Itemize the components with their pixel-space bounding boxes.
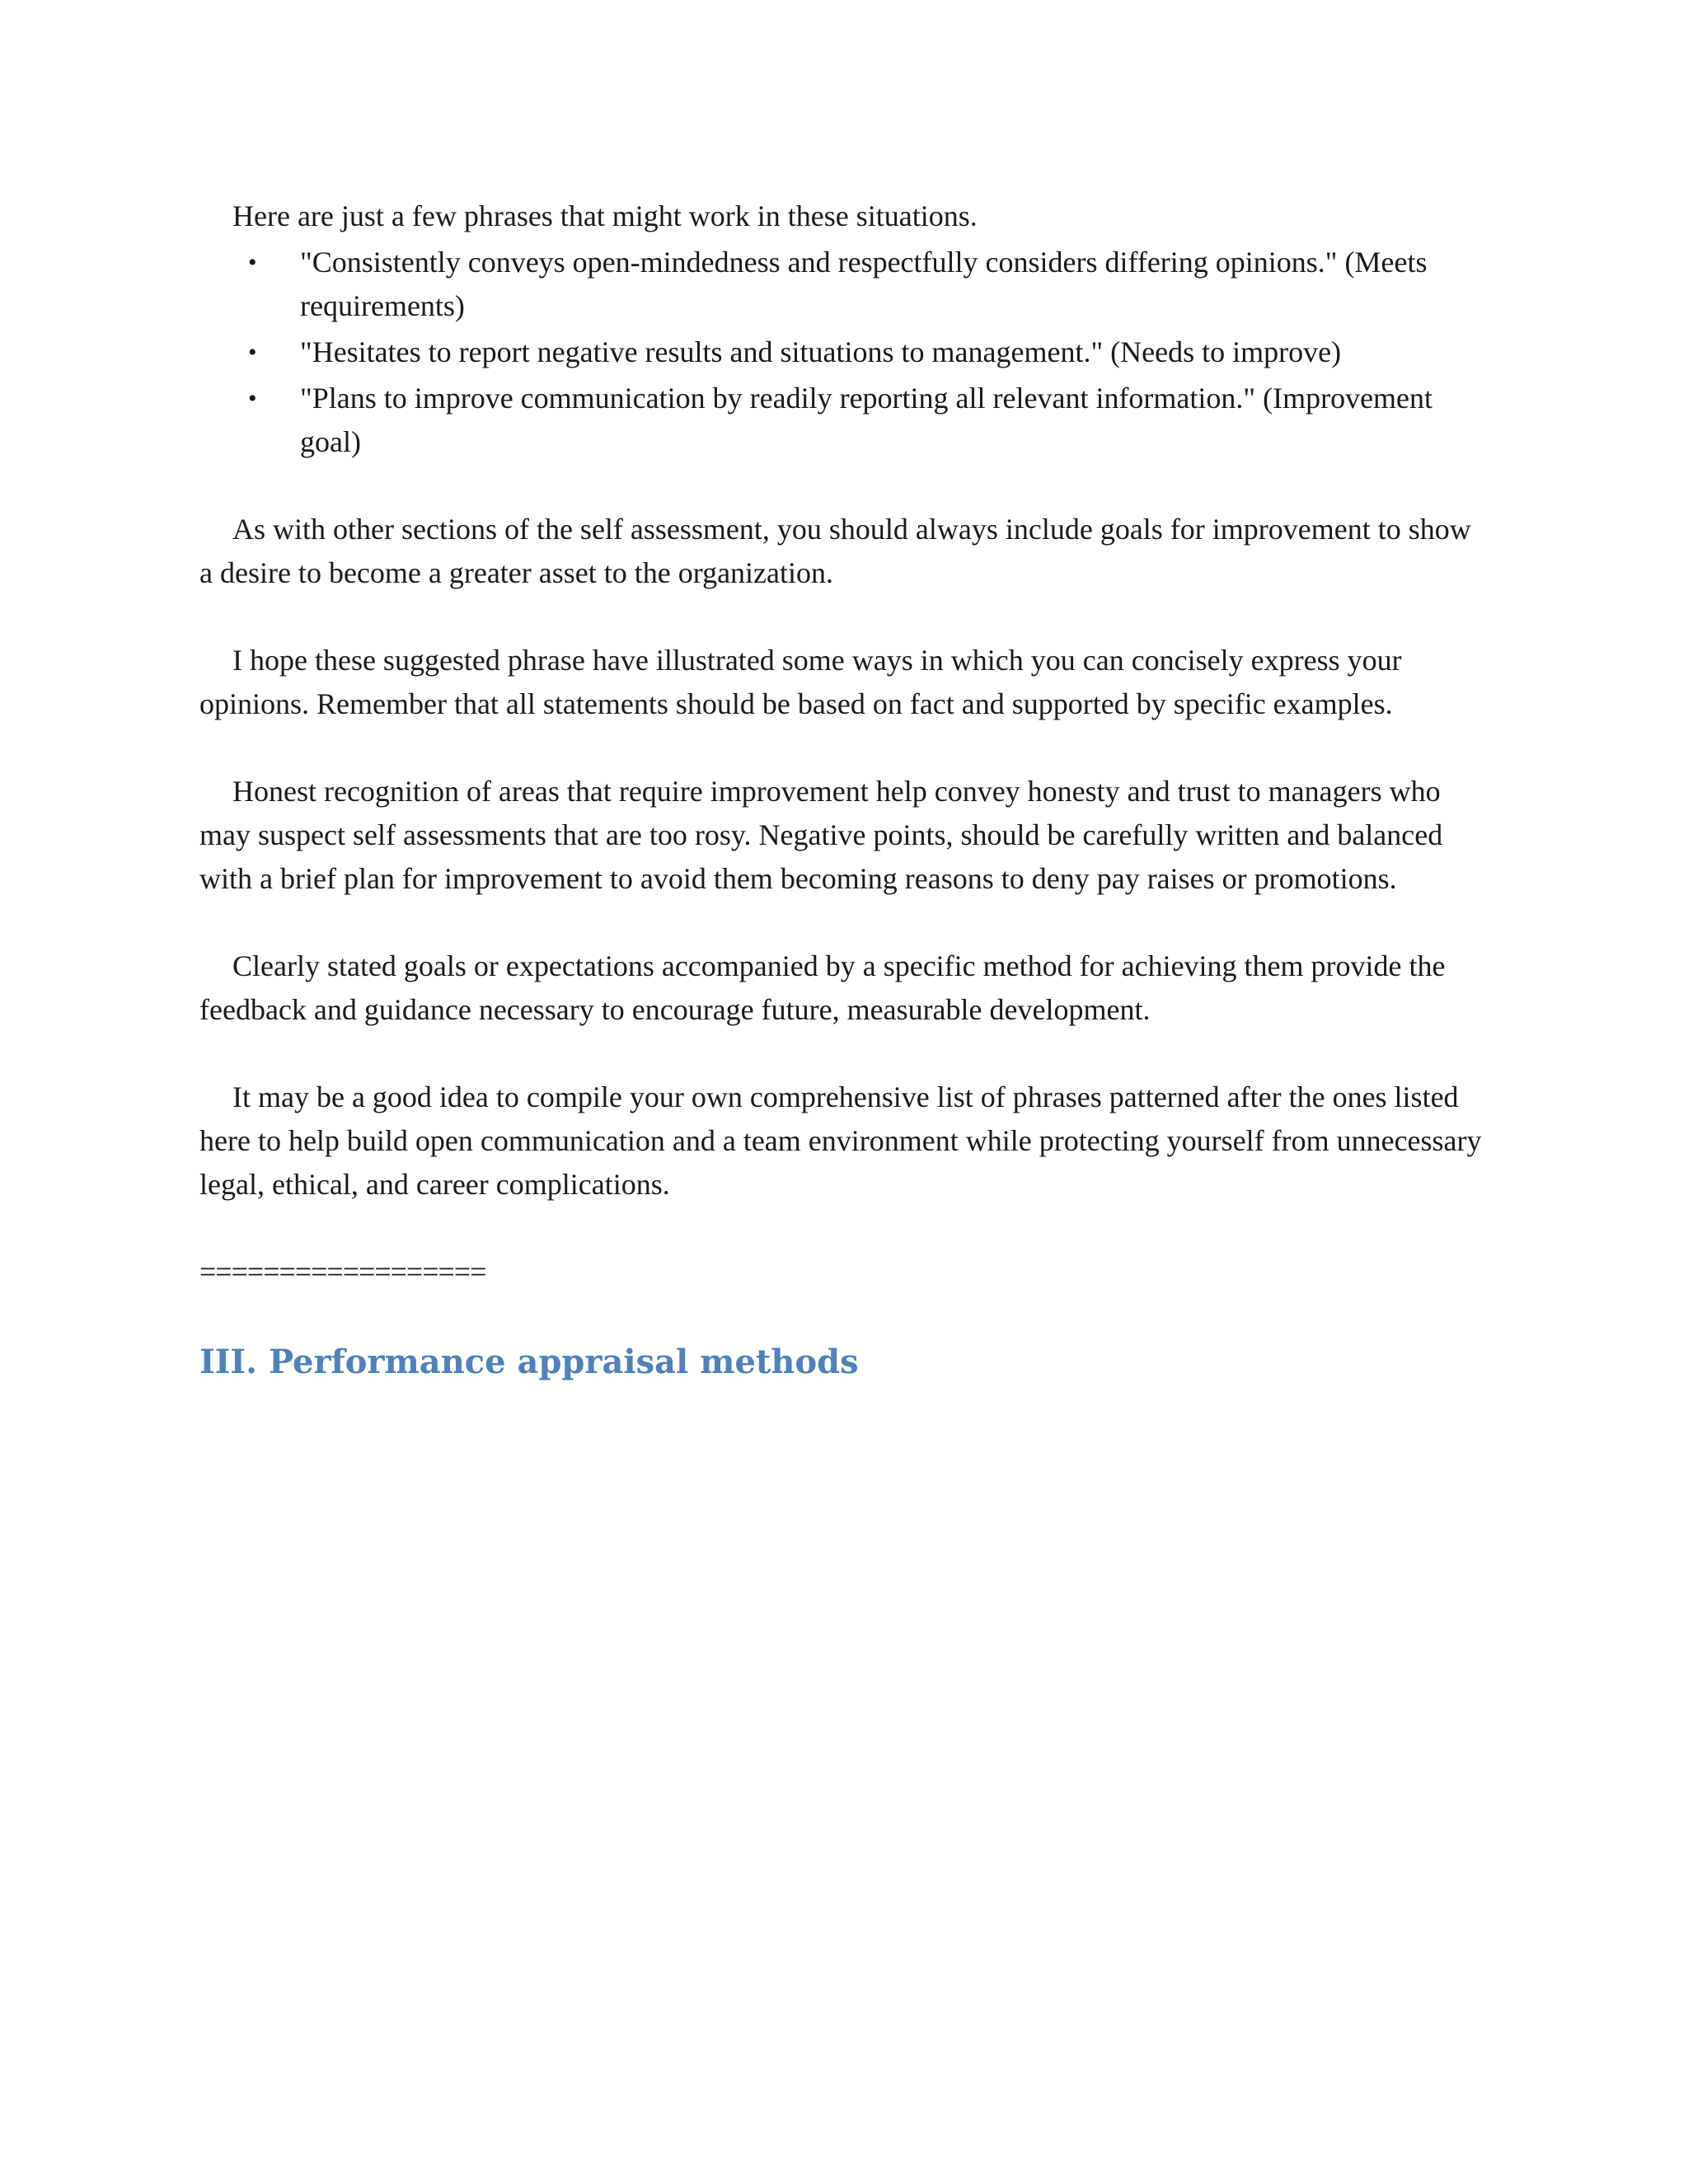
section-heading: III. Performance appraisal methods <box>199 1343 859 1381</box>
document-body <box>199 194 1485 1385</box>
bullet-icon: • <box>248 385 257 412</box>
separator-line: ================== <box>199 1255 486 1288</box>
list-item-text: "Consistently conveys open-mindedness and respectfully considers differing opinions." (Meets requirements) <box>300 246 1428 322</box>
intro-sentence: Here are just a few phrases that might work in these situations. <box>232 199 978 232</box>
list-item <box>199 241 1485 328</box>
paragraph-compile-list: It may be a good idea to compile your own comprehensive list of phrases patterned after the ones listed here to help build open communication and a team environment while protecting yourself from unnecessary legal, ethical, and career complications. <box>199 1080 1482 1201</box>
paragraph-expectations: Clearly stated goals or expectations accompanied by a specific method for achieving them provide the feedback and guidance necessary to encourage future, measurable development. <box>199 949 1446 1026</box>
bullet-icon: • <box>248 339 257 366</box>
paragraph-opinions: I hope these suggested phrase have illustrated some ways in which you can concisely express your opinions. Remember that all statements should be based on fact and supported by specific examples. <box>199 644 1402 720</box>
paragraph-goals: As with other sections of the self assessment, you should always include goals for improvement to show a desire to become a greater asset to the organization. <box>199 513 1471 589</box>
phrase-list <box>199 241 1485 464</box>
list-item-text: "Plans to improve communication by readily reporting all relevant information." (Improvement goal) <box>300 382 1433 458</box>
list-item <box>199 330 1485 374</box>
list-item <box>199 377 1485 464</box>
list-item-text: "Hesitates to report negative results and situations to management." (Needs to improve) <box>300 335 1342 368</box>
paragraph-honesty: Honest recognition of areas that require improvement help convey honesty and trust to managers who may suspect self assessments that are too rosy. Negative points, should be carefully written and balanced with a brief plan for improvement to avoid them becoming reasons to deny pay raises or promotions. <box>199 775 1443 895</box>
bullet-icon: • <box>248 249 257 276</box>
